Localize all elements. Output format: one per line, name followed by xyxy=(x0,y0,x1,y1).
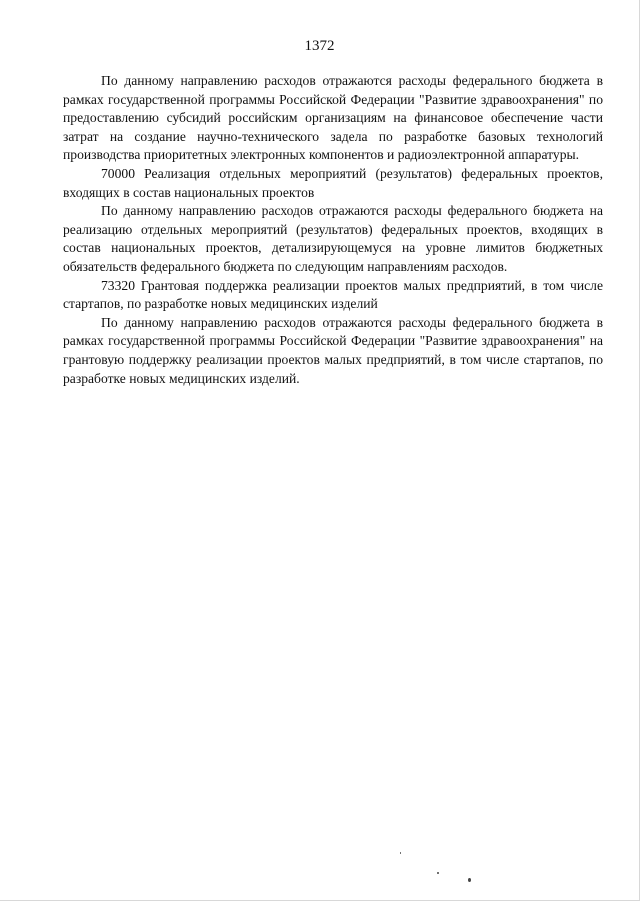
scan-speck xyxy=(468,878,471,882)
paragraph-2-heading: 70000 Реализация отдельных мероприятий (результатов) федеральных проектов, входящих в состав национальных проектов xyxy=(63,165,603,200)
paragraph-3: По данному направлению расходов отражаются расходы федерального бюджета на реализацию отдельных мероприятий (результатов) федеральных проектов, входящих в состав национальных проектов, детализирующемуся на уровне лимитов бюджетных обязательств федерального бюджета по следующим направлениям расходов. xyxy=(63,203,603,274)
paragraph-5: По данному направлению расходов отражаются расходы федерального бюджета в рамках государственной программы Российской Федерации "Развитие здравоохранения" на грантовую поддержку реализации проектов малых предприятий, в том числе стартапов, по разработке новых медицинских изделий. xyxy=(63,314,603,386)
paragraph-4-heading: 73320 Грантовая поддержка реализации проектов малых предприятий, в том числе стартапов, по разработке новых медицинских изделий xyxy=(63,277,603,312)
page-number: 1372 xyxy=(304,38,335,54)
paragraph-1: По данному направлению расходов отражаются расходы федерального бюджета в рамках государственной программы Российской Федерации "Развитие здравоохранения" по предоставлению субсидий российским организациям на финансовое обеспечение части затрат на создание научно-технического задела по разработке базовых технологий производства приоритетных электронных компонентов и радиоэлектронной аппаратуры. xyxy=(63,73,603,163)
scan-speck xyxy=(400,852,401,854)
scan-speck xyxy=(437,872,439,874)
document-body xyxy=(63,72,603,388)
